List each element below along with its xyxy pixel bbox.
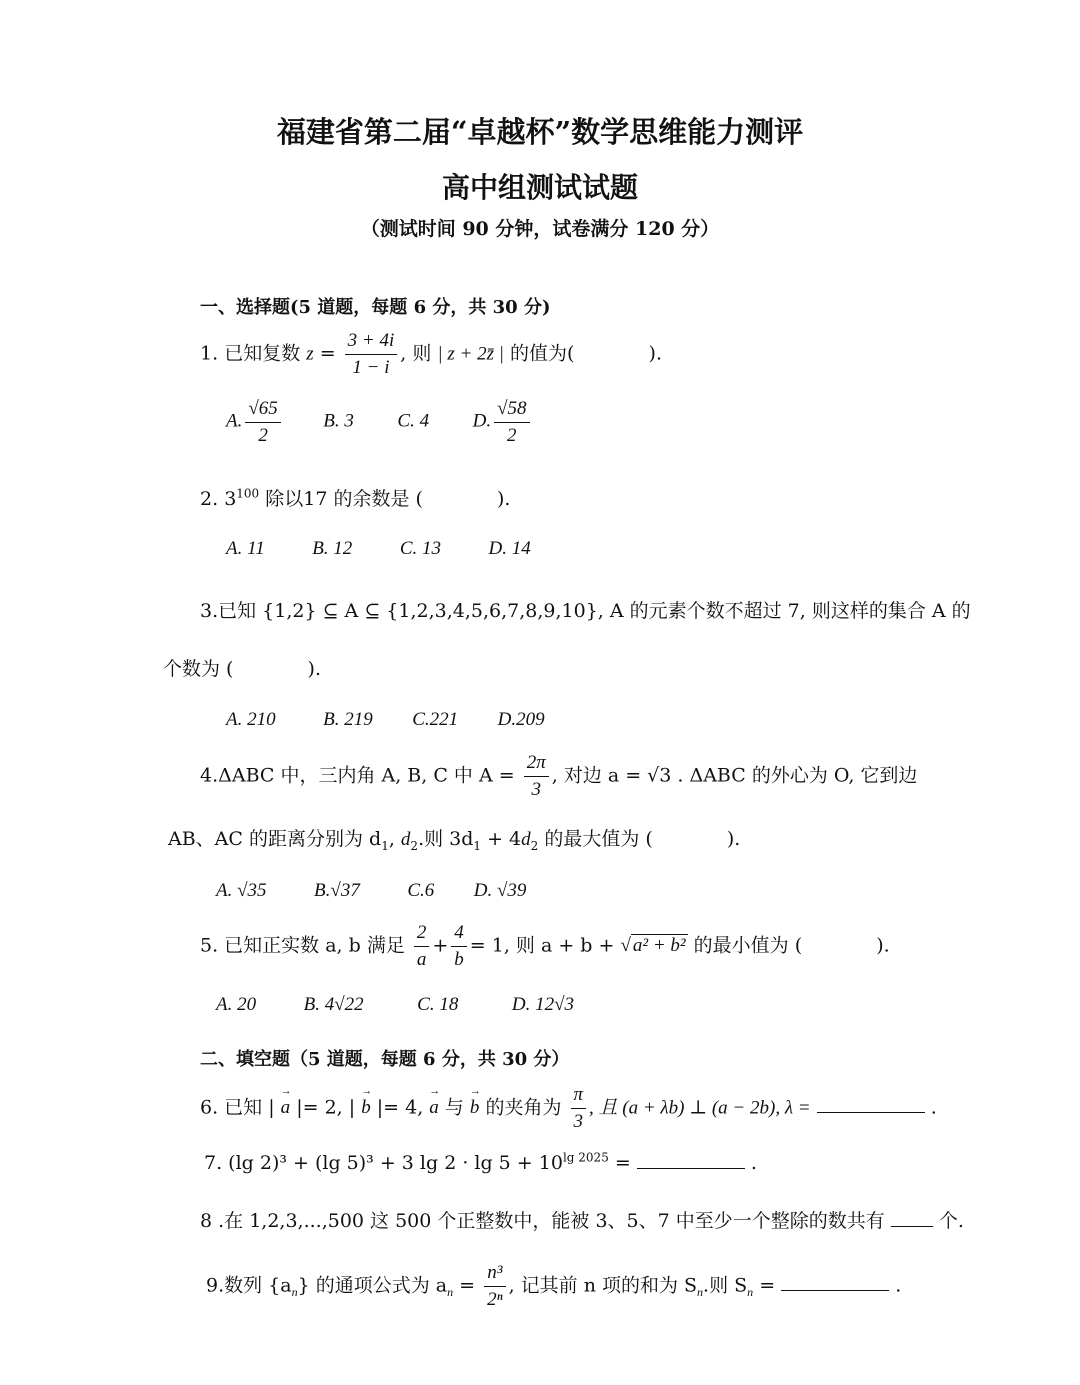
q1-post: , 则 xyxy=(400,342,432,365)
q5-radicand: a² + b² xyxy=(632,935,686,957)
exam-subtitle: 高中组测试试题 xyxy=(441,171,638,204)
q9-pre2: } 的通项公式为 a xyxy=(297,1274,448,1297)
q4-option-b: B.√37 xyxy=(314,880,360,901)
q5-option-c: C. 18 xyxy=(417,994,459,1015)
question-6: 6. 已知 | → a |= 2, | → b |= 4, → a 与 → b 的夹角为 $\frac{\pi}{3}$ , 且 (a + λb) ⊥ (a − 2b), λ = . xyxy=(200,1084,937,1133)
q2-number: 2. xyxy=(200,488,219,510)
q6-fraction xyxy=(571,1084,587,1133)
q4-line2b: .则 3d xyxy=(418,828,474,850)
question-2 xyxy=(200,484,510,511)
q6-frac-den: 3 xyxy=(573,1110,584,1132)
q4-line2c: 的最大值为 ( xyxy=(544,828,653,850)
q9-post2: .则 S xyxy=(703,1274,748,1297)
q3-close: ). xyxy=(307,658,321,680)
question-1: 1. 已知复数 z = $\frac{3 + 4i}{1 - i}$ , 则 | z + 2z̄ | 的值为( ). xyxy=(200,330,662,378)
q1-number: 1. xyxy=(200,342,219,365)
q4-option-c: C.6 xyxy=(407,880,435,901)
q9-frac-den: 2ⁿ xyxy=(487,1288,503,1310)
q1-option-a-fraction xyxy=(245,398,280,447)
question-9: 9.数列 $\{a_n\}$ 的通项公式为 $a_n$ = $\frac{\text{n³}}{\text{2ⁿ}}$ , 记其前 n 项的和为 $S_n$.则 $S_n$ = . xyxy=(206,1262,902,1310)
q1-option-a-num: √65 xyxy=(245,398,280,423)
q4-post: , 对边 a = √3 . ΔABC 的外心为 O, 它到边 xyxy=(551,764,918,787)
q3-option-c: C.221 xyxy=(412,709,459,730)
q2-option-d: D. 14 xyxy=(488,538,531,559)
q5-options xyxy=(216,994,574,1016)
q5-fraction-2 xyxy=(451,922,467,971)
q4-close: ). xyxy=(726,828,741,850)
question-8 xyxy=(200,1206,964,1233)
q9-post: , 记其前 n 项的和为 S xyxy=(508,1274,698,1297)
question-5: 5. 已知正实数 a, b 满足 $\frac{2}{a}$ + $\frac{4}{b}$ = 1, 则 a + b + √ a² + b² 的最小值为 ( ). xyxy=(200,922,890,970)
q5-f2-num: 4 xyxy=(451,922,467,947)
q1-options xyxy=(226,398,533,447)
q4-fraction xyxy=(524,752,549,801)
q5-option-b: B. 4√22 xyxy=(303,994,364,1015)
q5-f1-num: 2 xyxy=(414,922,430,947)
q4-frac-num: 2π xyxy=(524,752,549,777)
q5-f2-den: b xyxy=(454,948,464,970)
q1-option-d-label: D. xyxy=(472,410,492,432)
q5-mid: = 1, 则 a + b + xyxy=(469,934,615,957)
q7-end: . xyxy=(750,1152,757,1174)
q9-pre: 9.数列 {a xyxy=(206,1274,292,1297)
question-7 xyxy=(204,1150,757,1174)
q9-frac-num: n³ xyxy=(484,1262,505,1287)
q9-fraction xyxy=(484,1262,505,1311)
q2-exponent: 100 xyxy=(236,486,260,501)
exam-time-note: （测试时间 90 分钟，试卷满分 120 分） xyxy=(360,218,720,240)
q9-answer-blank[interactable] xyxy=(781,1272,889,1291)
q7-eq: = xyxy=(614,1152,631,1174)
q2-text: 除以17 的余数是 ( xyxy=(265,488,423,510)
q7-answer-blank[interactable] xyxy=(637,1150,745,1169)
q7-exponent: lg 2025 xyxy=(562,1150,609,1165)
q4-frac-den: 3 xyxy=(531,778,541,800)
q2-option-c: C. 13 xyxy=(399,538,441,559)
q6-mid1: = 2, xyxy=(302,1096,343,1119)
q4-pre: 4.ΔABC 中，三内角 A, B, C 中 A = xyxy=(200,764,515,787)
q8-answer-blank[interactable] xyxy=(891,1208,933,1227)
q1-close: ). xyxy=(648,342,662,365)
q2-option-b: B. 12 xyxy=(312,538,353,559)
q1-tail: 的值为( xyxy=(510,342,575,365)
q3-option-a: A. 210 xyxy=(226,709,276,730)
q5-tail: 的最小值为 ( xyxy=(693,934,803,957)
q3-option-b: B. 219 xyxy=(323,709,373,730)
q1-option-c: C. 4 xyxy=(397,410,430,432)
q2-option-a: A. 11 xyxy=(226,538,265,559)
q1-frac-num: 3 + 4i xyxy=(345,330,398,355)
q1-option-b: B. 3 xyxy=(323,410,354,432)
q6-end: . xyxy=(930,1096,937,1119)
q3-options xyxy=(226,709,545,731)
q1-expr: | z + 2z̄ | xyxy=(437,343,504,365)
q5-sqrt: √ a² + b² xyxy=(620,935,686,957)
q8-text: 8 .在 1,2,3,...,500 这 500 个正整数中，能被 3、5、7 中至少一个整除的数共有 xyxy=(200,1210,885,1232)
q4-option-a: A. √35 xyxy=(216,880,267,901)
q6-mid4: 的夹角为 xyxy=(485,1096,562,1119)
q9-end: . xyxy=(895,1274,902,1297)
q2-base: 3 xyxy=(224,488,237,510)
q1-option-a-label: A. xyxy=(226,410,243,432)
q5-option-a: A. 20 xyxy=(216,994,257,1015)
q8-end: 个. xyxy=(938,1210,964,1232)
q5-close: ). xyxy=(876,934,890,957)
q4-options xyxy=(216,880,526,902)
q1-pre: 已知复数 xyxy=(224,342,301,365)
exam-title: 福建省第二届“卓越杯”数学思维能力测评 xyxy=(276,115,804,149)
q4-line2a: AB、AC 的距离分别为 d xyxy=(168,828,382,850)
q5-pre: 5. 已知正实数 a, b 满足 xyxy=(200,934,405,957)
q1-option-d-fraction xyxy=(494,398,529,447)
q6-post: , 且 (a + λb) ⊥ (a − 2b), λ = xyxy=(589,1097,811,1119)
q3-option-d: D.209 xyxy=(497,709,545,730)
q6-mid3: 与 xyxy=(444,1096,464,1119)
q1-option-a-den: 2 xyxy=(258,424,268,446)
q2-options xyxy=(226,538,531,560)
q1-fraction xyxy=(345,330,398,379)
question-4-line-1 xyxy=(200,752,917,801)
q5-option-d: D. 12√3 xyxy=(511,994,574,1015)
q1-option-d-num: √58 xyxy=(494,398,529,423)
question-3-line-2 xyxy=(163,654,321,681)
q5-fraction-1 xyxy=(414,922,430,971)
question-4-line-2: AB、AC 的距离分别为 $d_1$, $d_2$.则 $3d_1 + 4d_2$ 的最大值为 ( ). xyxy=(168,828,741,853)
q7-text: 7. (lg 2)³ + (lg 5)³ + 3 lg 2 · lg 5 + 10 xyxy=(204,1152,563,1174)
q6-frac-num: π xyxy=(571,1084,587,1109)
section-heading-choice: 一、选择题(5 道题，每题 6 分，共 30 分) xyxy=(200,297,551,318)
section-heading-fill-in: 二、填空题（5 道题，每题 6 分，共 30 分） xyxy=(200,1049,570,1070)
q4-option-d: D. √39 xyxy=(473,880,527,901)
q6-answer-blank[interactable] xyxy=(817,1094,925,1113)
q1-frac-den: 1 − i xyxy=(352,356,390,378)
q9-eq: = xyxy=(759,1274,776,1297)
q5-f1-den: a xyxy=(416,948,427,970)
question-3-line-1: 3.已知 {1,2} ⊆ A ⊆ {1,2,3,4,5,6,7,8,9,10}, A 的元素个数不超过 7, 则这样的集合 A 的 xyxy=(200,600,971,622)
q3-line2a: 个数为 ( xyxy=(163,658,234,680)
q6-mid2: = 4, xyxy=(383,1096,424,1119)
q1-option-d-den: 2 xyxy=(507,424,517,446)
q2-close: ). xyxy=(497,488,511,510)
q6-pre: 6. 已知 xyxy=(200,1096,263,1119)
